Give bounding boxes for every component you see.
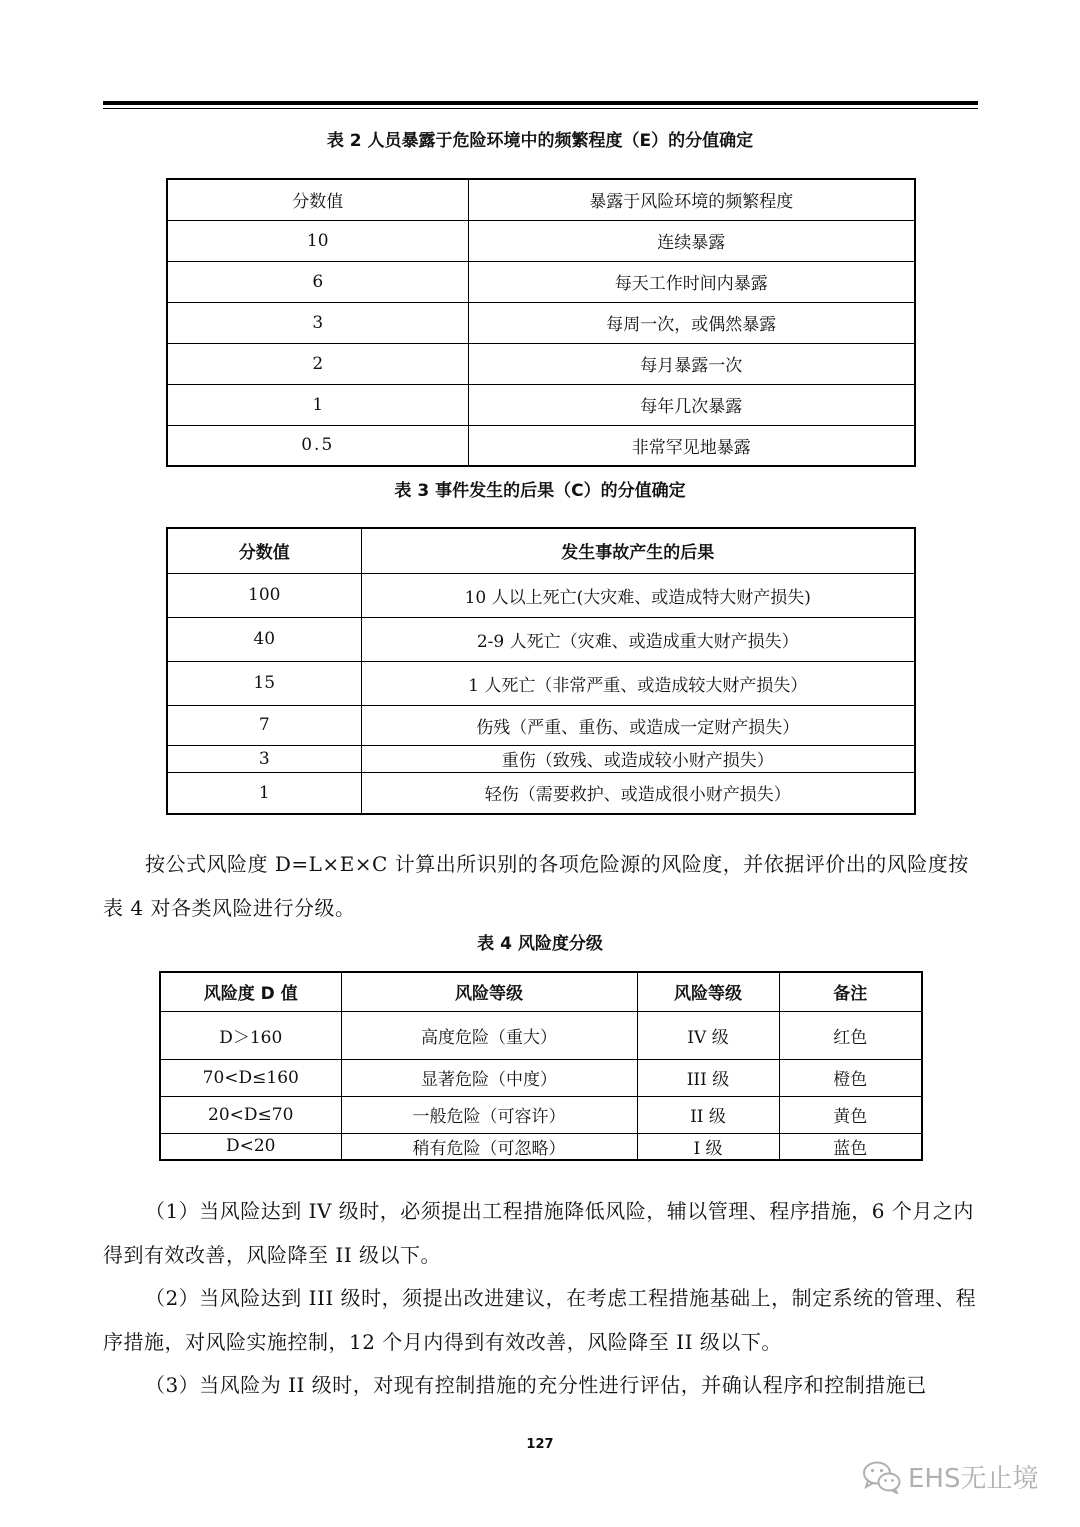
table2-cell: 连续暴露	[468, 220, 915, 261]
wechat-icon	[862, 1460, 902, 1494]
table-row	[160, 1096, 922, 1133]
table4-cell: 稍有危险（可忽略）	[341, 1133, 637, 1160]
table4	[159, 971, 923, 1161]
table-row	[167, 425, 915, 466]
table2-cell: 1	[167, 384, 468, 425]
table2-cell: 2	[167, 343, 468, 384]
table-row	[167, 384, 915, 425]
table4-cell: D<20	[160, 1133, 341, 1160]
table4-header: 备注	[779, 972, 922, 1011]
table3-cell: 1	[167, 772, 361, 814]
table3-cell: 3	[167, 745, 361, 772]
table2-cell: 每月暴露一次	[468, 343, 915, 384]
table4-cell: IV 级	[637, 1011, 779, 1059]
table4-cell: D＞160	[160, 1011, 341, 1059]
table-row	[167, 705, 915, 745]
table4-cell: 一般危险（可容许）	[341, 1096, 637, 1133]
table-row	[167, 261, 915, 302]
table3-header: 分数值	[167, 528, 361, 573]
table4-cell: 高度危险（重大）	[341, 1011, 637, 1059]
table3	[166, 527, 916, 815]
body-paragraph: （2）当风险达到 III 级时，须提出改进建议，在考虑工程措施基础上，制定系统的管理、程序措施，对风险实施控制，12 个月内得到有效改善，风险降至 II 级以下。	[103, 1286, 977, 1354]
table4-cell: I 级	[637, 1133, 779, 1160]
table3-cell: 7	[167, 705, 361, 745]
table3-cell: 1 人死亡（非常严重、或造成较大财产损失）	[361, 661, 915, 705]
table2-cell: 0.5	[167, 425, 468, 466]
table3-cell: 重伤（致残、或造成较小财产损失）	[361, 745, 915, 772]
intro-paragraph: 按公式风险度 D=L×E×C 计算出所识别的各项危险源的风险度，并依据评价出的风险度按表 4 对各类风险进行分级。	[103, 852, 969, 920]
table4-cell: III 级	[637, 1059, 779, 1096]
table3-header: 发生事故产生的后果	[361, 528, 915, 573]
table2-caption: 表 2 人员暴露于危险环境中的频繁程度（E）的分值确定	[326, 131, 754, 151]
table3-cell: 伤残（严重、重伤、或造成一定财产损失）	[361, 705, 915, 745]
table4-cell: 蓝色	[779, 1133, 922, 1160]
watermark-text: EHS无止境	[908, 1464, 1039, 1494]
table-row	[160, 1133, 922, 1160]
table-row	[160, 1011, 922, 1059]
table4-header: 风险度 D 值	[160, 972, 341, 1011]
table2-cell: 每周一次，或偶然暴露	[468, 302, 915, 343]
table4-header: 风险等级	[637, 972, 779, 1011]
table2-cell: 每天工作时间内暴露	[468, 261, 915, 302]
header-rule-thin	[103, 108, 978, 109]
table3-cell: 100	[167, 573, 361, 617]
table3-cell: 10 人以上死亡(大灾难、或造成特大财产损失)	[361, 573, 915, 617]
table2-cell: 6	[167, 261, 468, 302]
table4-cell: 20<D≤70	[160, 1096, 341, 1133]
table2-cell: 3	[167, 302, 468, 343]
table-row	[167, 772, 915, 814]
page-number: 127	[526, 1437, 554, 1452]
table-row	[167, 343, 915, 384]
table3-cell: 2-9 人死亡（灾难、或造成重大财产损失）	[361, 617, 915, 661]
table2-cell: 非常罕见地暴露	[468, 425, 915, 466]
table2-cell: 每年几次暴露	[468, 384, 915, 425]
table4-cell: 黄色	[779, 1096, 922, 1133]
table-row	[167, 617, 915, 661]
table-row	[160, 1059, 922, 1096]
table3-cell: 40	[167, 617, 361, 661]
table4-cell: 显著危险（中度）	[341, 1059, 637, 1096]
table-row	[167, 661, 915, 705]
table2	[166, 178, 916, 467]
body-paragraph: （1）当风险达到 IV 级时，必须提出工程措施降低风险，辅以管理、程序措施，6 个月之内得到有效改善，风险降至 II 级以下。	[103, 1199, 974, 1267]
body-paragraph: （3）当风险为 II 级时，对现有控制措施的充分性进行评估，并确认程序和控制措施已	[145, 1373, 927, 1397]
table4-cell: 红色	[779, 1011, 922, 1059]
watermark	[862, 1458, 1038, 1495]
table-row	[167, 573, 915, 617]
table-row	[167, 220, 915, 261]
table-row	[167, 745, 915, 772]
table2-header: 分数值	[167, 179, 468, 220]
table3-cell: 轻伤（需要救护、或造成很小财产损失）	[361, 772, 915, 814]
table4-header: 风险等级	[341, 972, 637, 1011]
table4-cell: 橙色	[779, 1059, 922, 1096]
table-row	[167, 302, 915, 343]
table4-cell: II 级	[637, 1096, 779, 1133]
table2-header: 暴露于风险环境的频繁程度	[468, 179, 915, 220]
table3-caption: 表 3 事件发生的后果（C）的分值确定	[394, 481, 686, 501]
header-rule-thick	[103, 101, 978, 105]
table3-cell: 15	[167, 661, 361, 705]
table2-cell: 10	[167, 220, 468, 261]
table4-caption: 表 4 风险度分级	[477, 934, 603, 954]
table4-cell: 70<D≤160	[160, 1059, 341, 1096]
